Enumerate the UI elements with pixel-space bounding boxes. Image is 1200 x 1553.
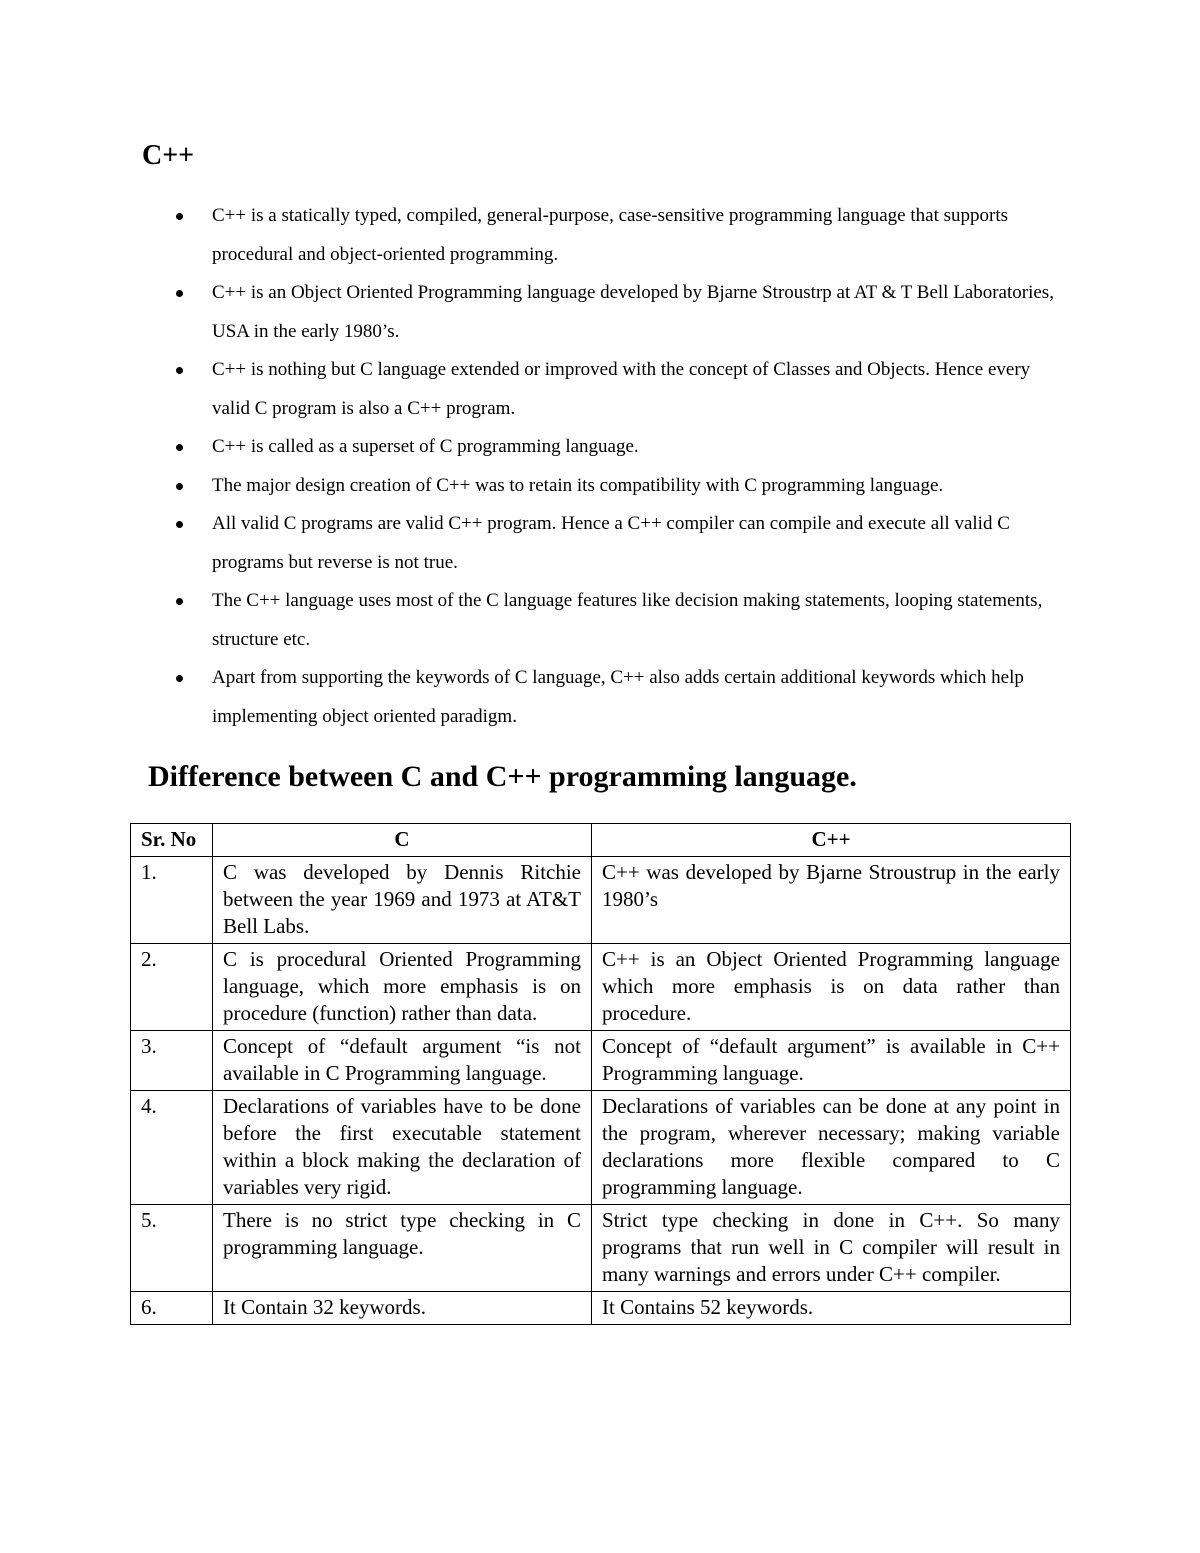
cell-sr: 5.: [131, 1205, 213, 1292]
bullet-text: All valid C programs are valid C++ program. Hence a C++ compiler can compile and execute all valid C programs but reverse is not true.: [212, 513, 1010, 573]
cell-c: C is procedural Oriented Programming language, which more emphasis is on procedure (function) rather than data.: [213, 944, 592, 1031]
cell-c: It Contain 32 keywords.: [213, 1292, 592, 1325]
cell-cpp: Strict type checking in done in C++. So many programs that run well in C compiler will result in many warnings and errors under C++ compiler.: [592, 1205, 1071, 1292]
header-c: C: [213, 824, 592, 857]
table-row: [131, 1091, 1071, 1205]
page-heading: C++: [142, 140, 195, 171]
table-row: [131, 1292, 1071, 1325]
table-header-row: [131, 824, 1071, 857]
list-item: [142, 428, 1072, 467]
cell-sr: 1.: [131, 857, 213, 944]
header-sr-no: Sr. No: [131, 824, 213, 857]
list-item: [142, 505, 1072, 582]
table-row: [131, 1205, 1071, 1292]
bullet-icon: [176, 675, 183, 682]
bullet-icon: [176, 367, 183, 374]
table-row: [131, 857, 1071, 944]
bullet-icon: [176, 290, 183, 297]
section-title: Difference between C and C++ programming language.: [148, 760, 857, 793]
cell-cpp: C++ is an Object Oriented Programming language which more emphasis is on data rather than procedure.: [592, 944, 1071, 1031]
cell-cpp: Concept of “default argument” is available in C++ Programming language.: [592, 1031, 1071, 1091]
cell-c: Declarations of variables have to be done before the first executable statement within a block making the declaration of variables very rigid.: [213, 1091, 592, 1205]
table-row: [131, 944, 1071, 1031]
header-cpp: C++: [592, 824, 1071, 857]
cell-c: C was developed by Dennis Ritchie between the year 1969 and 1973 at AT&T Bell Labs.: [213, 857, 592, 944]
cell-sr: 6.: [131, 1292, 213, 1325]
bullet-icon: [176, 521, 183, 528]
cell-sr: 4.: [131, 1091, 213, 1205]
bullet-text: The C++ language uses most of the C language features like decision making statements, looping statements, structure etc.: [212, 590, 1043, 650]
bullet-icon: [176, 213, 183, 220]
bullet-text: Apart from supporting the keywords of C language, C++ also adds certain additional keywords which help implementing object oriented paradigm.: [212, 667, 1024, 727]
list-item: [142, 351, 1072, 428]
cell-cpp: C++ was developed by Bjarne Stroustrup in the early 1980’s: [592, 857, 1071, 944]
comparison-table: [130, 823, 1071, 1325]
list-item: [142, 467, 1072, 506]
bullet-text: The major design creation of C++ was to retain its compatibility with C programming language.: [212, 474, 944, 496]
bullet-text: C++ is called as a superset of C programming language.: [212, 436, 639, 457]
cell-c: Concept of “default argument “is not available in C Programming language.: [213, 1031, 592, 1091]
cell-c: There is no strict type checking in C programming language.: [213, 1205, 592, 1292]
cell-cpp: Declarations of variables can be done at any point in the program, wherever necessary; making variable declarations more flexible compared to C programming language.: [592, 1091, 1071, 1205]
list-item: [142, 197, 1072, 274]
bullet-icon: [176, 483, 183, 490]
bullet-icon: [176, 444, 183, 451]
list-item: [142, 659, 1072, 736]
cell-sr: 2.: [131, 944, 213, 1031]
list-item: [142, 274, 1072, 351]
bullet-text: C++ is nothing but C language extended or improved with the concept of Classes and Objects. Hence every valid C program is also a C++ program.: [212, 359, 1031, 419]
bullet-text: C++ is a statically typed, compiled, general-purpose, case-sensitive programming language that supports procedural and object-oriented programming.: [212, 205, 1008, 265]
bullet-text: C++ is an Object Oriented Programming language developed by Bjarne Stroustrp at AT & T Bell Laboratories, USA in the early 1980’s.: [212, 282, 1054, 342]
bullet-icon: [176, 598, 183, 605]
cell-cpp: It Contains 52 keywords.: [592, 1292, 1071, 1325]
cell-sr: 3.: [131, 1031, 213, 1091]
table-row: [131, 1031, 1071, 1091]
list-item: [142, 582, 1072, 659]
bullet-list: [142, 197, 1072, 736]
